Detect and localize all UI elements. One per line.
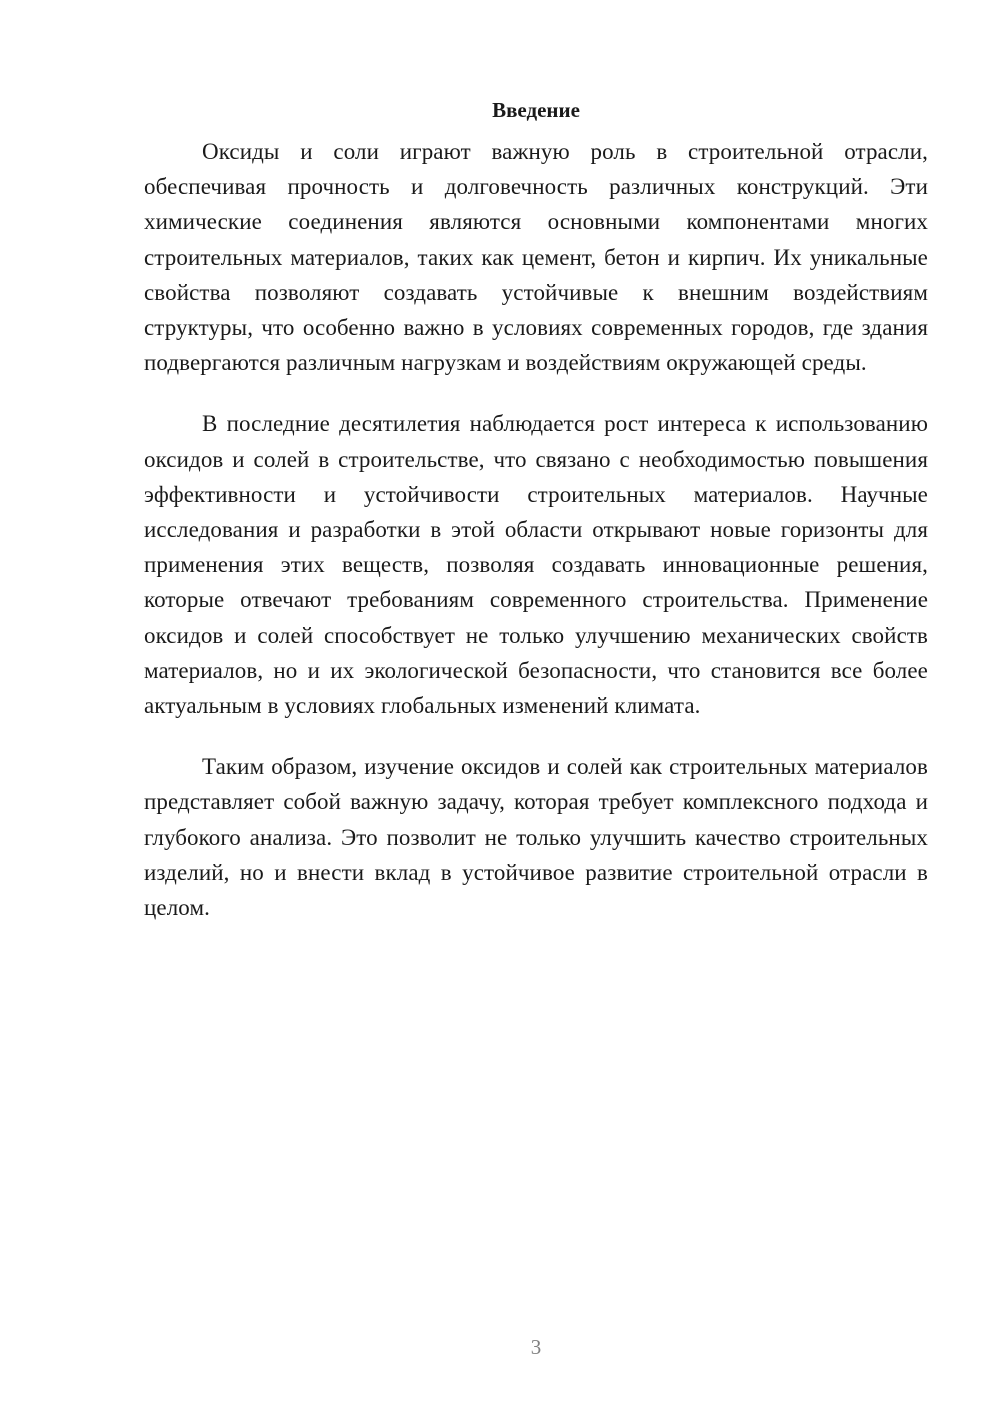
paragraph-1: Оксиды и соли играют важную роль в строительной отрасли, обеспечивая прочность и долговечность различных конструкций. Эти химические соединения являются основными компонентами многих строительных материалов, таких как цемент, бетон и кирпич. Их уникальные свойства позволяют создавать устойчивые к внешним воздействиям структуры, что особенно важно в условиях современных городов, где здания подвергаются различным нагрузкам и воздействиям окружающей среды. (144, 139, 928, 376)
paragraph-3: Таким образом, изучение оксидов и солей как строительных материалов представляет собой важную задачу, которая требует комплексного подхода и глубокого анализа. Это позволит не только улучшить качество строительных изделий, но и внести вклад в устойчивое развитие строительной отрасли в целом. (144, 754, 928, 921)
paragraph-2: В последние десятилетия наблюдается рост интереса к использованию оксидов и солей в строительстве, что связано с необходимостью повышения эффективности и устойчивости строительных материалов. Научные исследования и разработки в этой области открывают новые горизонты для применения этих веществ, позволяя создавать инновационные решения, которые отвечают требованиям современного строительства. Применение оксидов и солей способствует не только улучшению механических свойств материалов, но и их экологической безопасности, что становится все более актуальным в условиях глобальных изменений климата. (144, 411, 928, 719)
page-content (144, 92, 928, 951)
page-number: 3 (530, 1335, 542, 1359)
section-title: Введение (492, 98, 580, 122)
